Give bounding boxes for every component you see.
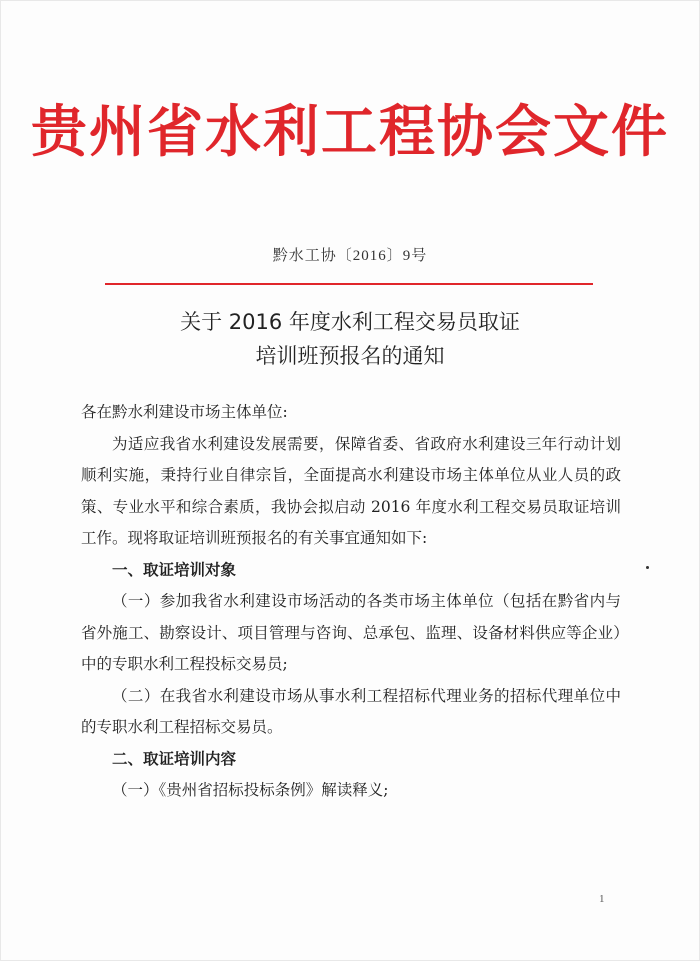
document-number: 黔水工协〔2016〕9号 [272,248,428,264]
notice-title [1,305,699,373]
notice-title-line-1: 关于 2016 年度水利工程交易员取证 [180,310,520,334]
intro-paragraph: 为适应我省水利建设发展需要，保障省委、省政府水利建设三年行动计划顺利实施，秉持行业自律宗旨，全面提高水利建设市场主体单位从业人员的政策、专业水平和综合素质，我协会拟启动 2016 年度水利工程交易员取证培训工作。现将取证培训班预报名的有关事宜通知如下: [81,434,621,547]
section-1-item-2: （二）在我省水利建设市场从事水利工程招标代理业务的招标代理单位中的专职水利工程招标交易员。 [81,686,621,736]
page-number: 1 [599,893,605,905]
salutation: 各在黔水利建设市场主体单位: [81,403,288,421]
scan-speck [646,566,649,569]
section-1-heading: 一、取证培训对象 [112,560,237,579]
section-2-item-1: （一）《贵州省招标投标条例》解读释义; [112,781,389,799]
notice-body [81,397,621,807]
notice-title-line-2: 培训班预报名的通知 [255,344,445,368]
letterhead-title: 贵州省水利工程协会文件 [31,99,669,165]
section-2-heading: 二、取证培训内容 [112,749,237,768]
red-divider-line [105,283,593,285]
section-1-item-1: （一）参加我省水利建设市场活动的各类市场主体单位（包括在黔省内与省外施工、勘察设计、项目管理与咨询、总承包、监理、设备材料供应等企业）中的专职水利工程投标交易员; [81,592,621,673]
